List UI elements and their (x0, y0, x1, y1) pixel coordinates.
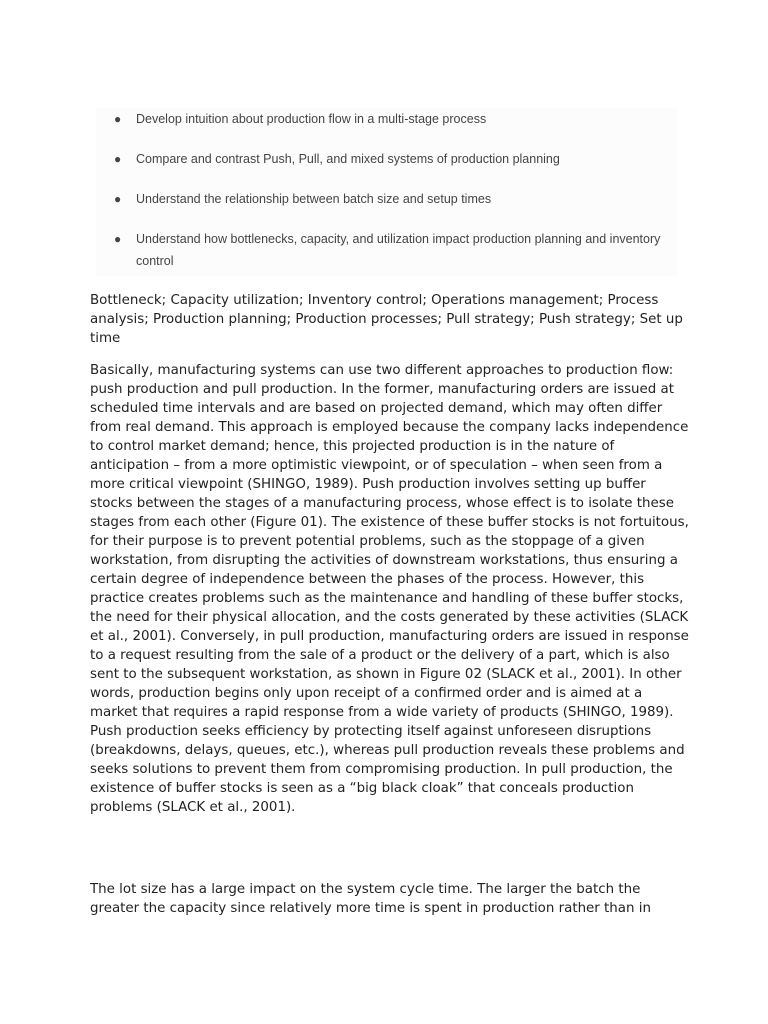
body-paragraph: The lot size has a large impact on the system cycle time. The larger the batch the greater the capacity since relatively more time is spent in production rather than in (90, 882, 651, 916)
list-item (96, 108, 678, 130)
objective-text: Understand the relationship between batch size and setup times (136, 192, 492, 206)
list-item (96, 148, 678, 170)
learning-objectives-list (96, 108, 678, 276)
bullet-icon: ● (114, 112, 122, 126)
bullet-icon: ● (114, 192, 122, 206)
body-paragraph: Basically, manufacturing systems can use two different approaches to production flow: push production and pull production. In the former, manufacturing orders are issued at scheduled time intervals and are based on projected demand, which may often differ from real demand. This approach is employed because the company lacks independence to control market demand; hence, this projected production is in the nature of anticipation – from a more optimistic viewpoint, or of speculation – when seen from a more critical viewpoint (SHINGO, 1989). Push production involves setting up buffer stocks between the stages of a manufacturing process, whose effect is to isolate these stages from each other (Figure 01). The existence of these buffer stocks is not fortuitous, for their purpose is to prevent potential problems, such as the stoppage of a given workstation, from disrupting the activities of downstream workstations, thus ensuring a certain degree of independence between the phases of the process. However, this practice creates problems such as the maintenance and handling of these buffer stocks, the need for their physical allocation, and the costs generated by these activities (SLACK et al., 2001). Conversely, in pull production, manufacturing orders are issued in response to a request resulting from the sale of a product or the delivery of a part, which is also sent to the subsequent workstation, as shown in Figure 02 (SLACK et al., 2001). In other words, production begins only upon receipt of a confirmed order and is aimed at a market that requires a rapid response from a wide variety of products (SHINGO, 1989). Push production seeks efficiency by protecting itself against unforeseen disruptions (breakdowns, delays, queues, etc.), whereas pull production reveals these problems and seeks solutions to prevent them from compromising production. In pull production, the existence of buffer stocks is seen as a “big black cloak” that conceals production problems (SLACK et al., 2001). (90, 363, 689, 815)
list-item (96, 228, 678, 272)
objective-text: Compare and contrast Push, Pull, and mixed systems of production planning (136, 152, 560, 166)
objective-text: Develop intuition about production flow in a multi-stage process (136, 112, 487, 126)
list-item (96, 188, 678, 210)
keywords-paragraph: Bottleneck; Capacity utilization; Inventory control; Operations management; Process analysis; Production planning; Production processes; Pull strategy; Push strategy; Set up time (90, 293, 683, 346)
bullet-icon: ● (114, 232, 122, 246)
objective-text: Understand how bottlenecks, capacity, and utilization impact production planning and inventory control (136, 232, 661, 268)
bullet-icon: ● (114, 152, 122, 166)
